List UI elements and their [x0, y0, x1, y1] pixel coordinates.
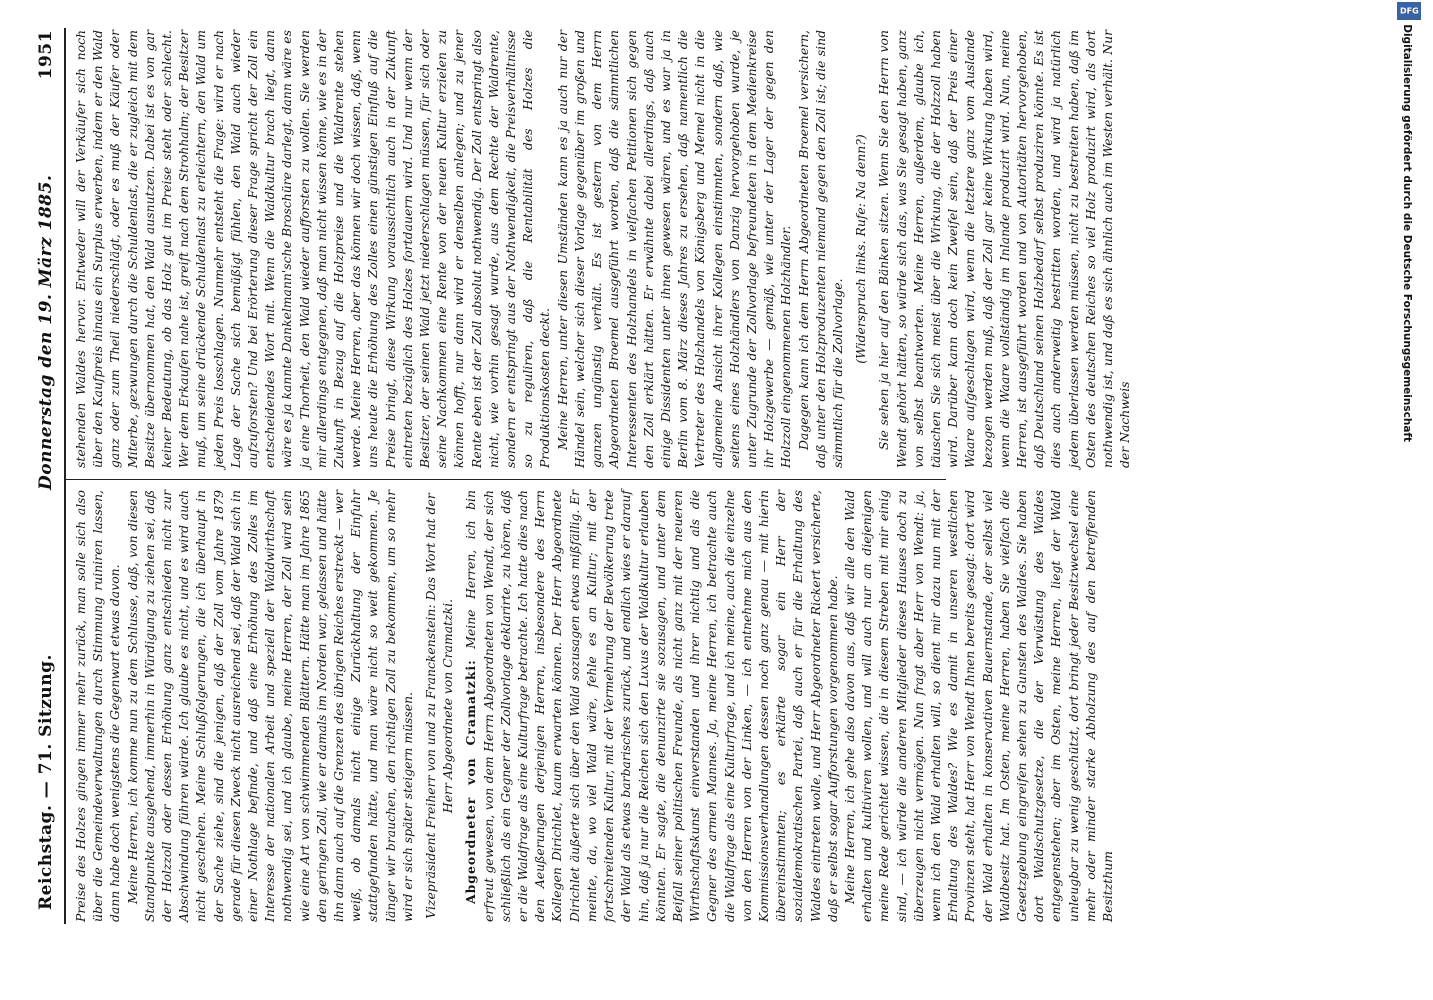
digitization-footer — [1393, 0, 1433, 1000]
column-divider — [66, 479, 946, 480]
right-column — [72, 30, 1133, 468]
paragraph: Meine Herren, ich komme nun zu dem Schlusse, daß, von diesen Standpunkte ausgehend, immerhin in Würdigung zu ziehen sei, daß der Holzzoll oder dessen Erhöhung ganz entschieden nicht zur Abschwindung führen würde. Ich glaube es nicht, und es wird auch nicht geschehen. Meine Schlußfolgerungen, die ich überhaupt in der Sache ziehe, sind die jenigen, daß der Zoll vom Jahre 1879 gerade für diesen Zweck nicht ausreichend sei, daß der Wald sich in einer Nothlage befinde, und daß eine Erhöhung des Zolles im Interesse der nationalen Arbeit und speziell der Waldwirthschaft nothwendig sei, und ich glaube, meine Herren, der Zoll wird sein wie eine Art von schwimmenden Blättern. Hätte man im Jahre 1865 den geringen Zoll, wie er damals im Norden war, gelassen und hätte ihn dann auch auf die Grenzen des übrigen Reiches erstreckt — wer weiß, ob damals nicht einige Zurückhaltung der Einfuhr stattgefunden hätte, und man wäre nicht so weit gekommen. Je länger wir brauchen, den richtigen Zoll zu bekommen, um so mehr wird er sich später steigern müssen. — [124, 490, 415, 922]
speaker-intro-text: Vizepräsident Freiherr von und zu Franckenstein: Das Wort hat der Herr Abgeordnete von Cramatzki. — [423, 493, 456, 919]
page-number: 1951 — [36, 30, 56, 80]
paragraph: Dagegen kann ich dem Herrn Abgeordneten Broemel versichern, daß unter den Holzproduzenten niemand gegen den Zoll ist; die sind sämmtlich für die Zollvorlage. — [795, 30, 845, 468]
header-date: Donnerstag den 19. März 1885. — [36, 174, 56, 490]
speech-text: Meine Herren, ich bin erfreut gewesen, von dem Herrn Abgeordneten von Wendt, der sich schließlich als ein Gegner der Zollvorlage deklarirte, zu hören, daß er die Waldfrage als eine Kulturfrage betrachte. Ich hatte dies nach den Aeußerungen derjenigen Herren, insbesondere des Herrn Kollegen Dirichlet, kaum erwarten können. Der Herr Abgeordnete Dirichlet äußerte sich über den Wald sozusagen etwas mißfällig. Er meinte, da, wo viel Wald wäre, fehle es an Kultur; mit der fortschreitenden Kultur, mit der Vermehrung der Bevölkerung trete der Wald als etwas barbarisches zurück, und endlich wies er darauf hin, daß ja nur die Reichen sich den Luxus der Waldkultur erlauben könnten. Er sagte, die denunzirte sie sozusagen, und unter dem Beifall seiner politischen Freunde, als nicht ganz mit der neueren Wirthschaftskunst einverstanden und ihrer nichtig und als die Gegner des armen Mannes. Ja, meine Herren, ich betrachte auch die Waldfrage als eine Kulturfrage, und ich meine, auch die einzelne von den Herren von der Linken, — ich entnehme mich aus den Kommissionsverhandlungen dessen noch ganz genau — mit hierin übereinstimmten; es erklärte sogar ein Herr der sozialdemokratischen Partei, daß auch er für die Erhaltung des Waldes eintreten wolle, und Herr Abgeordneter Rickert versicherte, daß er selbst sogar Aufforstungen vorgenommen habe. — [463, 490, 840, 922]
paragraph: Meine Herren, unter diesen Umständen kann es ja auch nur der Händel sein, welcher sich dieser Vorlage gegenüber im großen und ganzen ungünstig verhält. Es ist gestern von dem Herrn Abgeordneten Broemel ausgeführt worden, daß die sämmtlichen Interessenten des Holzhandels in vielfachen Petitionen sich gegen den Zoll erklärt hätten. Er erwähnte dabei allerdings, daß auch einige Dissidenten unter ihnen gewesen wären, und es war ja in Berlin vom 8. März dieses Jahres zu ersehen, daß namentlich die Vertreter des Holzhandels von Königsberg und Memel nicht in die allgemeine Ansicht ihrer Kollegen einstimmten, sondern daß, wie seitens eines Holzhändlers von Danzig hervorgehoben wurde, je unter Zugrunde der Zollvorlage befreundeten in dem Medienkreise ihr Holzgewerbe — gemäß, wie unter der Lager der gegen den Holzzoll eingenommenen Holzhändler. — [554, 30, 794, 468]
paragraph: stehenden Waldes hervor. Entweder will der Verkäufer sich noch über den Kaufpreis hinaus ein Surplus erwerben, indem er den Wald ganz oder zum Theil niederschlägt, oder es muß der Käufer oder Miterbe, gezwungen durch die Schuldenlast, die er zugleich mit dem Besitze übernommen hat, den Wald ausnutzen. Dabei ist es von gar keiner Bedeutung, ob das Holz gut im Preise steht oder schlecht. Wer dem Erkaufen nahe ist, greift nach dem Strohhalm; der Besitzer muß, um seine drückende Schuldenlast zu erleichtern, den Wald um jeden Preis losschlagen. Nunmehr entsteht die Frage: wird er nach Lage der Sache sich bemüßigt fühlen, den Wald auch wieder aufzuforsten? Und bei Erörterung dieser Frage spricht der Zoll ein entscheidendes Wort mit. Wenn die Waldkultur brach liegt, dann wäre es ja kannte Dankelmann'sche Broschüre darlegt, dann wäre es ja eine Thorheit, den Wald wieder aufforsten zu wollen. Sie werden mir allerdings entgegnen, daß man nicht wissen könne, wie es in der Zukunft in Bezug auf die Holzpreise und die Waldrente stehen werde. Meine Herren, aber das können wir doch wissen, daß, wenn uns heute die Erhöhung des Zolles einen günstigen Einfluß auf die Preise bringt, diese Wirkung voraussichtlich auch in der Zukunft eintreten bezüglich des Holzes fortdauern wird. Und nur wenn der Besitzer, der seinen Wald jetzt niederschlagen müssen, für sich oder seine Nachkommen eine Rente von der neuen Kultur erzielen zu können hofft, nur dann wird er denselben anlegen; und zu jener Rente eben ist der Zoll absolut nothwendig. Der Zoll entspringt also nicht, wie vorhin gesagt wurde, aus dem Rechte der Waldrente, sondern er entspringt aus der Nothwendigkeit, die Preisverhältnisse so zu reguliren, daß die Rentabilität des Holzes die Produktionskosten deckt. — [73, 30, 553, 468]
speech-paragraph: Meine Herren, ich gehe also davon aus, daß wir alle den Wald erhalten und kultiviren wollen, und will auch nur an diejenigen meine Rede gerichtet wissen, die in diesem Streben mit mir einig sind, — ich würde die anderen Mitglieder dieses Hauses doch zu überzeugen nicht vermögen. Nun fragt aber Herr von Wendt: ja, wenn ich den Wald erhalten will, so dient mir dazu nun mit der Erhaltung des Waldes? Wie es damit in unseren westlichen Provinzen steht, hat Herr von Wendt Ihnen bereits gesagt: dort wird der Wald erhalten in konservativen Bauernstande, der selbst viel Waldbesitz hat. Im Osten, meine Herren, haben Sie vielfach die Gesetzgebung eingreifen sehen zu Gunsten des Waldes. Sie haben dort Waldschutzgesetze, die der Verwüstung des Waldes entgegenstehen; aber im Osten, meine Herren, liegt der Wald unleugbar zu wenig geschützt, dort bringt jeder Besitzwechsel eine mehr oder minder starke Abholzung des auf den betreffenden Besitzthum — [841, 490, 1115, 922]
left-column — [72, 490, 1115, 922]
speaker-introduction — [422, 490, 456, 922]
header-rule — [64, 28, 66, 924]
paragraph: Sie sehen ja hier auf den Bänken sitzen. Wenn Sie den Herrn von Wendt gehört hätten, so würde sich das, was Sie gesagt haben, ganz von selbst beantworten. Meine Herren, außerdem, glaube ich, täuschen Sie sich meist über die Wirkung, die der Holzzoll haben wird. Darüber kann doch kein Zweifel sein, daß der Preis einer Waare aufgeschlagen wird, wenn die letztere ganz vom Auslande bezogen werden muß, daß der Zoll gar keine Wirkung haben wird, wenn die Waare vollständig im Inlande produzirt wird. Nun, meine Herren, ist ausgeführt worden und von Autoritäten hervorgehoben, daß Deutschland seinen Holzbedarf selbst produziren könnte. Es ist dies auch anderweitig bestritten worden, und wird ja natürlich jedem überlassen werden müssen, nicht zu bestreiten haben, daß im Osten des deutschen Reiches so viel Holz produzirt wird, als dort nothwendig ist, und daß es sich ähnlich auch im Westen verhält. Nur der Nachweis — [876, 30, 1133, 468]
paragraph: Preise des Holzes gingen immer mehr zurück, man solle sich also über die Gemeindeverwaltungen durch Stimmung ruiniren lassen, dann habe doch wenigstens die Gegenwart etwas davon. — [73, 490, 123, 922]
speech-paragraph — [462, 490, 840, 922]
header-session: Reichstag. — 71. Sitzung. — [36, 654, 56, 910]
page-header — [36, 30, 60, 910]
interjection: (Widerspruch links. Rufe: Na denn?) — [853, 134, 869, 364]
dfg-logo-icon: DFG — [1397, 2, 1421, 20]
speaker-name: Abgeordneter von Cramatzki: — [463, 659, 479, 904]
digitization-note: Digitalisierung gefördert durch die Deutsche Forschungsgemeinschaft — [1401, 24, 1413, 442]
